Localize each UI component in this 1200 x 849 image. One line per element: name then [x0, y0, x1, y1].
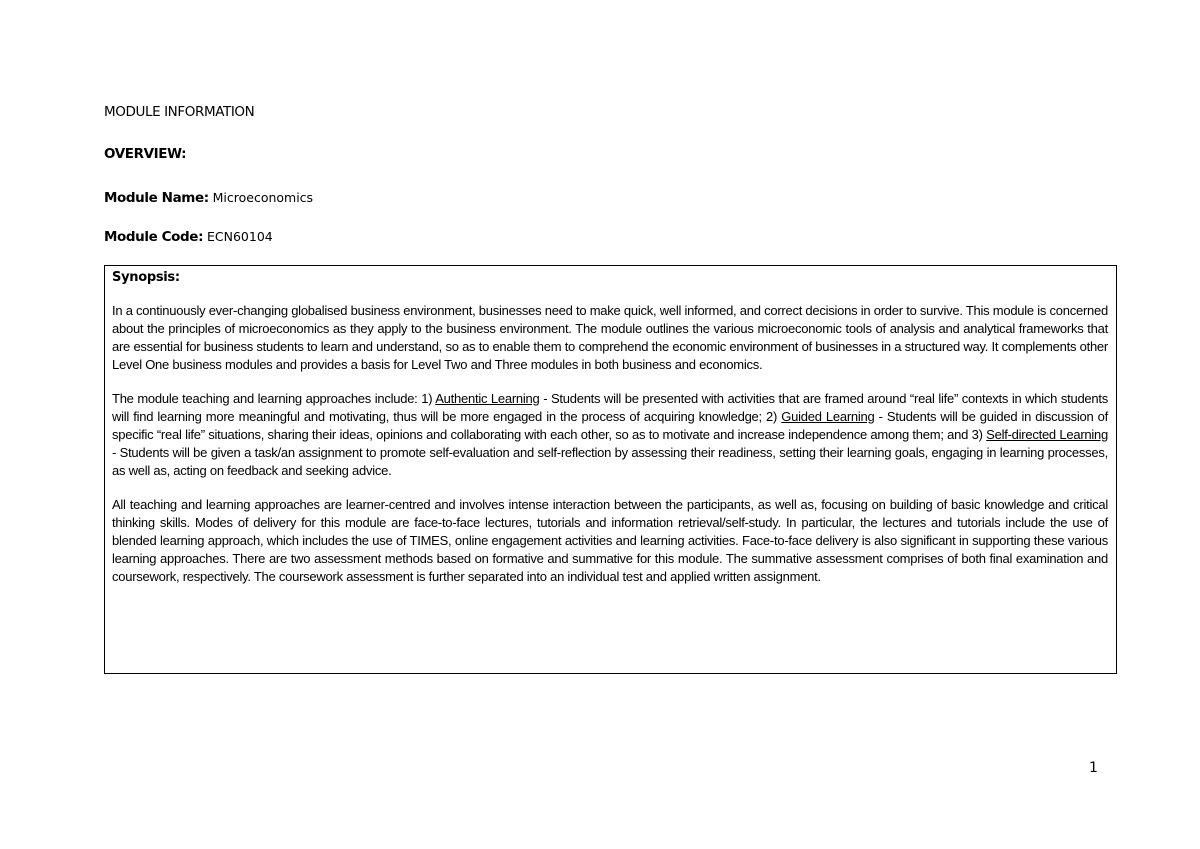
self-directed-learning-term: Self-directed Learning: [986, 427, 1108, 442]
module-code-label: Module Code:: [104, 229, 204, 245]
module-information-text: MODULE INFORMATION: [104, 104, 255, 120]
paragraph-2-intro: The module teaching and learning approaches include: 1): [112, 391, 436, 406]
overview-text: OVERVIEW:: [104, 146, 187, 162]
synopsis-title: Synopsis:: [112, 270, 180, 285]
module-name-label: Module Name:: [104, 190, 209, 206]
paragraph-2-text-2: - Students will be guided in discussion of specific “real life” situations, sharing their ideas, opinions and collaborating with each other, so as to motivate and increase independence among them; and 3): [112, 409, 1108, 442]
synopsis-paragraph-1: In a continuously ever-changing globalised business environment, businesses need to make quick, well informed, and correct decisions in order to survive. This module is concerned about the principles of microeconomics as they apply to the business environment. The module outlines the various microeconomic tools of analysis and analytical frameworks that are essential for business students to learn and understand, so as to enable them to comprehend the economic environment of businesses in a structured way. It complements other Level One business modules and provides a basis for Level Two and Three modules in both business and economics.: [112, 303, 1108, 372]
module-name-row: [104, 190, 313, 206]
module-code-row: [104, 229, 273, 245]
page-number: 1: [1089, 760, 1098, 776]
module-information-heading: [104, 104, 254, 120]
overview-heading: [104, 146, 186, 162]
paragraph-2-text-1: - Students will be presented with activities that are framed around “real life” contexts in which students will find learning more meaningful and motivating, thus will be more engaged in the process of acquiring knowledge; 2): [112, 391, 1108, 424]
paragraph-2-text-3: - Students will be given a task/an assignment to promote self-evaluation and self-reflection by assessing their readiness, setting their learning goals, engaging in learning processes, as well as, acting on feedback and seeking advice.: [112, 445, 1108, 478]
guided-learning-term: Guided Learning: [781, 409, 875, 424]
authentic-learning-term: Authentic Learning: [435, 391, 540, 406]
synopsis-paragraph-3: All teaching and learning approaches are learner-centred and involves intense interaction between the participants, as well as, focusing on building of basic knowledge and critical thinking skills. Modes of delivery for this module are face-to-face lectures, tutorials and information retrieval/self-study. In particular, the lectures and tutorials include the use of blended learning approach, which includes the use of TIMES, online engagement activities and learning activities. Face-to-face delivery is also significant in supporting these various learning approaches. There are two assessment methods based on formative and summative for this module. The summative assessment comprises of both final examination and coursework, respectively. The coursework assessment is further separated into an individual test and applied written assignment.: [112, 497, 1108, 584]
synopsis-paragraph-2: [112, 390, 1108, 480]
synopsis-box: [104, 265, 1117, 674]
module-name-value: Microeconomics: [212, 190, 314, 205]
module-code-value: ECN60104: [206, 229, 273, 244]
